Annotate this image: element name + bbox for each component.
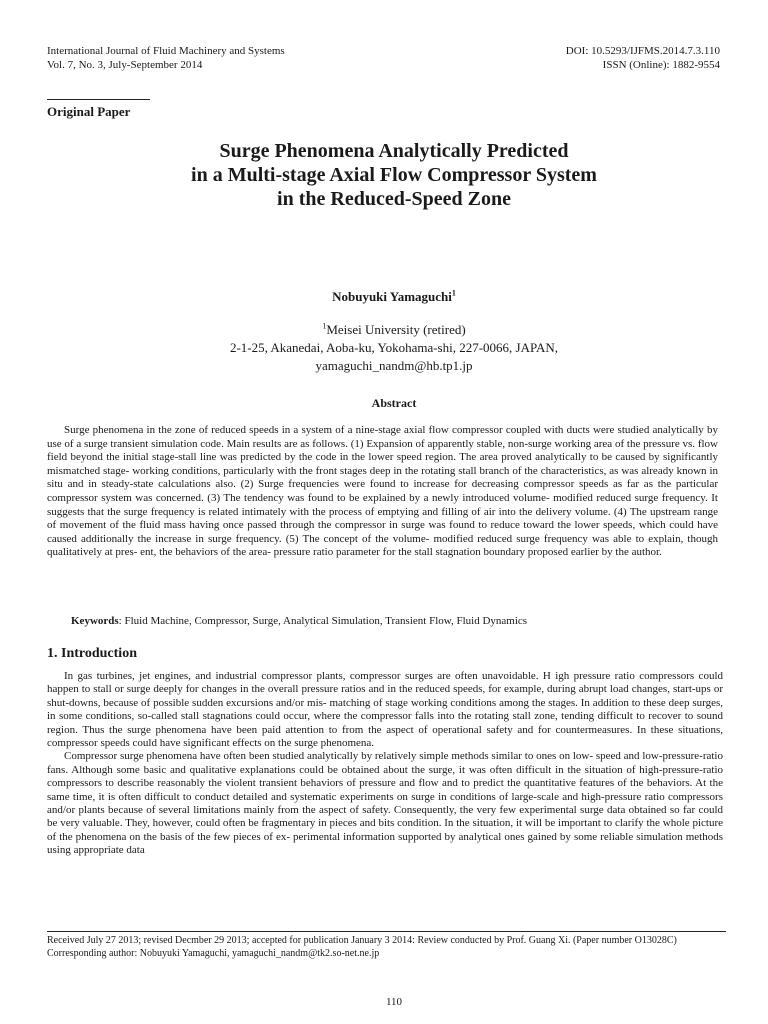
affiliation bbox=[0, 321, 768, 375]
abstract-body bbox=[47, 424, 718, 560]
author-email: yamaguchi_nandm@hb.tp1.jp bbox=[315, 358, 473, 373]
doi: DOI: 10.5293/IJFMS.2014.7.3.110 bbox=[565, 45, 720, 57]
affil-institution: Meisei University (retired) bbox=[326, 322, 466, 337]
paper-title bbox=[0, 139, 768, 211]
affil-mark: 1 bbox=[322, 321, 327, 331]
section-heading-introduction: 1. Introduction bbox=[47, 646, 137, 661]
abstract-text: Surge phenomena in the zone of reduced speeds in a system of a nine-stage axial flow compressor coupled with ducts were studied analytically by use of a surge transient simulation code. Main results are as follows. (1) Expansion of apparently stable, non-surge working area of the pressure vs. flow field beyond the initial stage-stall line was predicted by the code in the lower speed region. The area proved analytically to be caused by significantly mismatched stage- working conditions, particularly with the front stages deep in the rotating stall branch of the characteristics, as was already known in situ and in steady-state calculations also. (2) Surge frequencies were found to increase for decreasing compressor speeds as far as the particular compressor system was concerned. (3) The tendency was found to be explained by a newly introduced volume- modified reduced surge frequency. It suggests that the surge frequency is related intimately with the process of emptying and filling of air into the delivery volume. (4) The upstream range of movement of the fluid mass having once passed through the compressor in surge was found to reduce toward the lower speeds, which could have caused additionally the increase in surge frequency. (5) The concept of the volume- modified reduced surge frequency was able to explain, though qualitatively at pres- ent, the behaviors of the area- pressure ratio parameter for the stall stagnation boundary proposed earlier by the author. bbox=[47, 424, 718, 559]
footnote-rule bbox=[47, 931, 726, 932]
doi-header bbox=[566, 44, 720, 72]
issn: ISSN (Online): 1882-9554 bbox=[602, 59, 720, 71]
paper-type-rule bbox=[47, 99, 150, 100]
abstract-heading: Abstract bbox=[371, 396, 417, 410]
title-line-1: Surge Phenomena Analytically Predicted bbox=[219, 140, 569, 162]
received-dates: Received July 27 2013; revised Decmber 29 2013; accepted for publication January 3 2014: Review conducted by Prof. Guang Xi. (Paper number O13028C) bbox=[47, 935, 677, 946]
author-name: Nobuyuki Yamaguchi bbox=[332, 289, 452, 304]
author-affil-mark: 1 bbox=[451, 288, 456, 298]
corresponding-author: Corresponding author: Nobuyuki Yamaguchi, yamaguchi_nandm@tk2.so-net.ne.jp bbox=[47, 947, 380, 959]
keywords-label: Keywords bbox=[71, 615, 119, 627]
title-line-2: in a Multi-stage Axial Flow Compressor System bbox=[191, 164, 597, 186]
paper-type: Original Paper bbox=[47, 104, 131, 119]
introduction-body bbox=[47, 670, 723, 858]
page-number: 110 bbox=[385, 996, 403, 1008]
keywords-text: : Fluid Machine, Compressor, Surge, Analytical Simulation, Transient Flow, Fluid Dynamics bbox=[118, 615, 528, 627]
author bbox=[0, 289, 768, 305]
journal-volume: Vol. 7, No. 3, July-September 2014 bbox=[47, 59, 203, 71]
intro-paragraph-1: In gas turbines, jet engines, and industrial compressor plants, compressor surges are often unavoidable. H igh pressure ratio compressors could happen to stall or surge deeply for changes in the overall pressure ratios and in the reduced speeds, for example, during abrupt load changes, start-ups or shut-downs, because of possible sudden excursions and/or mis- matching of stage working conditions among the stages. In addition to these deep surges, in some conditions, so-called stall stagnations could occur, where the compressor falls into the rotating stall zone, tending difficult to recover to sound region. Thus the surge phenomena have been paid attention to from the aspect of operational safety and for countermeasures. In these situations, compressor speeds could have significant effects on the surge phenomena. bbox=[47, 670, 723, 750]
footnote bbox=[47, 935, 726, 960]
intro-paragraph-2: Compressor surge phenomena have often been studied analytically by relatively simple methods similar to ones on low- speed and low-pressure-ratio fans. Although some basic and qualitative explanations could be obtained about the surge, it was often difficult in the situation of high-pressure-ratio compressors to describe reasonably the violent transient behaviors of pressure and flow and to predict the quantitative features of the behaviors. At the same time, it is often difficult to conduct detailed and systematic experiments on surge in conditions of large-scale and high-pressure ratio compressors and/or plants because of several limitations mainly from the aspect of safety. Consequently, the very few experimental surge data obtained so far could be very valuable. They, however, could often be fragmentary in pieces and bits condition. In the situation, it will be important to clarify the whole picture of the phenomena on the basis of the few pieces of ex- perimental information supported by analytical ones gained by some reliable simulation methods using appropriate data bbox=[47, 750, 723, 857]
journal-header bbox=[47, 44, 285, 72]
title-line-3: in the Reduced-Speed Zone bbox=[277, 188, 511, 210]
keywords bbox=[71, 615, 527, 627]
journal-name: International Journal of Fluid Machinery and Systems bbox=[47, 45, 285, 57]
affil-address: 2-1-25, Akanedai, Aoba-ku, Yokohama-shi, 227-0066, JAPAN, bbox=[229, 340, 559, 355]
